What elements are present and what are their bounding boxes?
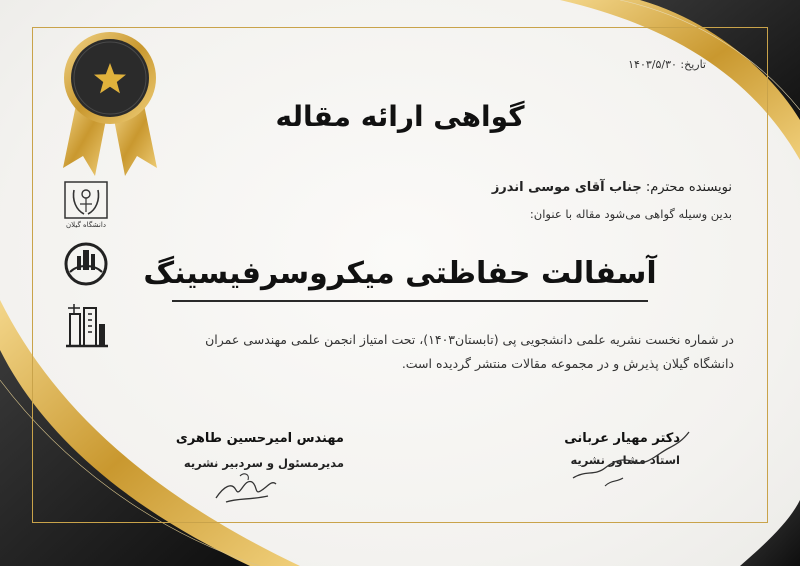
body-text-line-2: دانشگاه گیلان پذیرش و در مجموعه مقالات منتشر گردیده است. bbox=[401, 356, 734, 371]
signatory-left-name: مهندس امیرحسین طاهری bbox=[175, 431, 344, 446]
body-text-line-1: در شماره نخست نشریه علمی دانشجویی پی (تابستان۱۴۰۳)، تحت امتیاز انجمن علمی مهندسی عمران bbox=[205, 332, 734, 347]
signatory-right-role: استاد مشاور نشریه bbox=[570, 453, 680, 467]
signature-right-icon bbox=[565, 418, 695, 493]
title-underline bbox=[172, 300, 648, 302]
journal-logo-icon bbox=[64, 300, 110, 352]
certificate-title: گواهی ارائه مقاله bbox=[275, 100, 525, 133]
university-logo-icon bbox=[62, 180, 110, 230]
signatory-left-role: مدیرمسئول و سردبیر نشریه bbox=[183, 456, 344, 470]
author-name: جناب آقای موسی اندرز bbox=[491, 180, 642, 195]
issue-date: تاریخ: ۱۴۰۳/۵/۳۰ bbox=[628, 58, 706, 71]
svg-text:دانشگاه گیلان: دانشگاه گیلان bbox=[66, 221, 106, 229]
author-line bbox=[492, 180, 732, 195]
civil-association-logo-icon bbox=[62, 240, 110, 288]
article-title: آسفالت حفاظتی میکروسرفیسینگ bbox=[143, 256, 657, 291]
intro-text: بدین وسیله گواهی می‌شود مقاله با عنوان: bbox=[529, 207, 732, 221]
signatory-right-name: دکتر مهیار عربانی bbox=[564, 431, 680, 446]
signature-left-icon bbox=[210, 468, 280, 508]
author-prefix: نویسنده محترم: bbox=[645, 180, 732, 195]
